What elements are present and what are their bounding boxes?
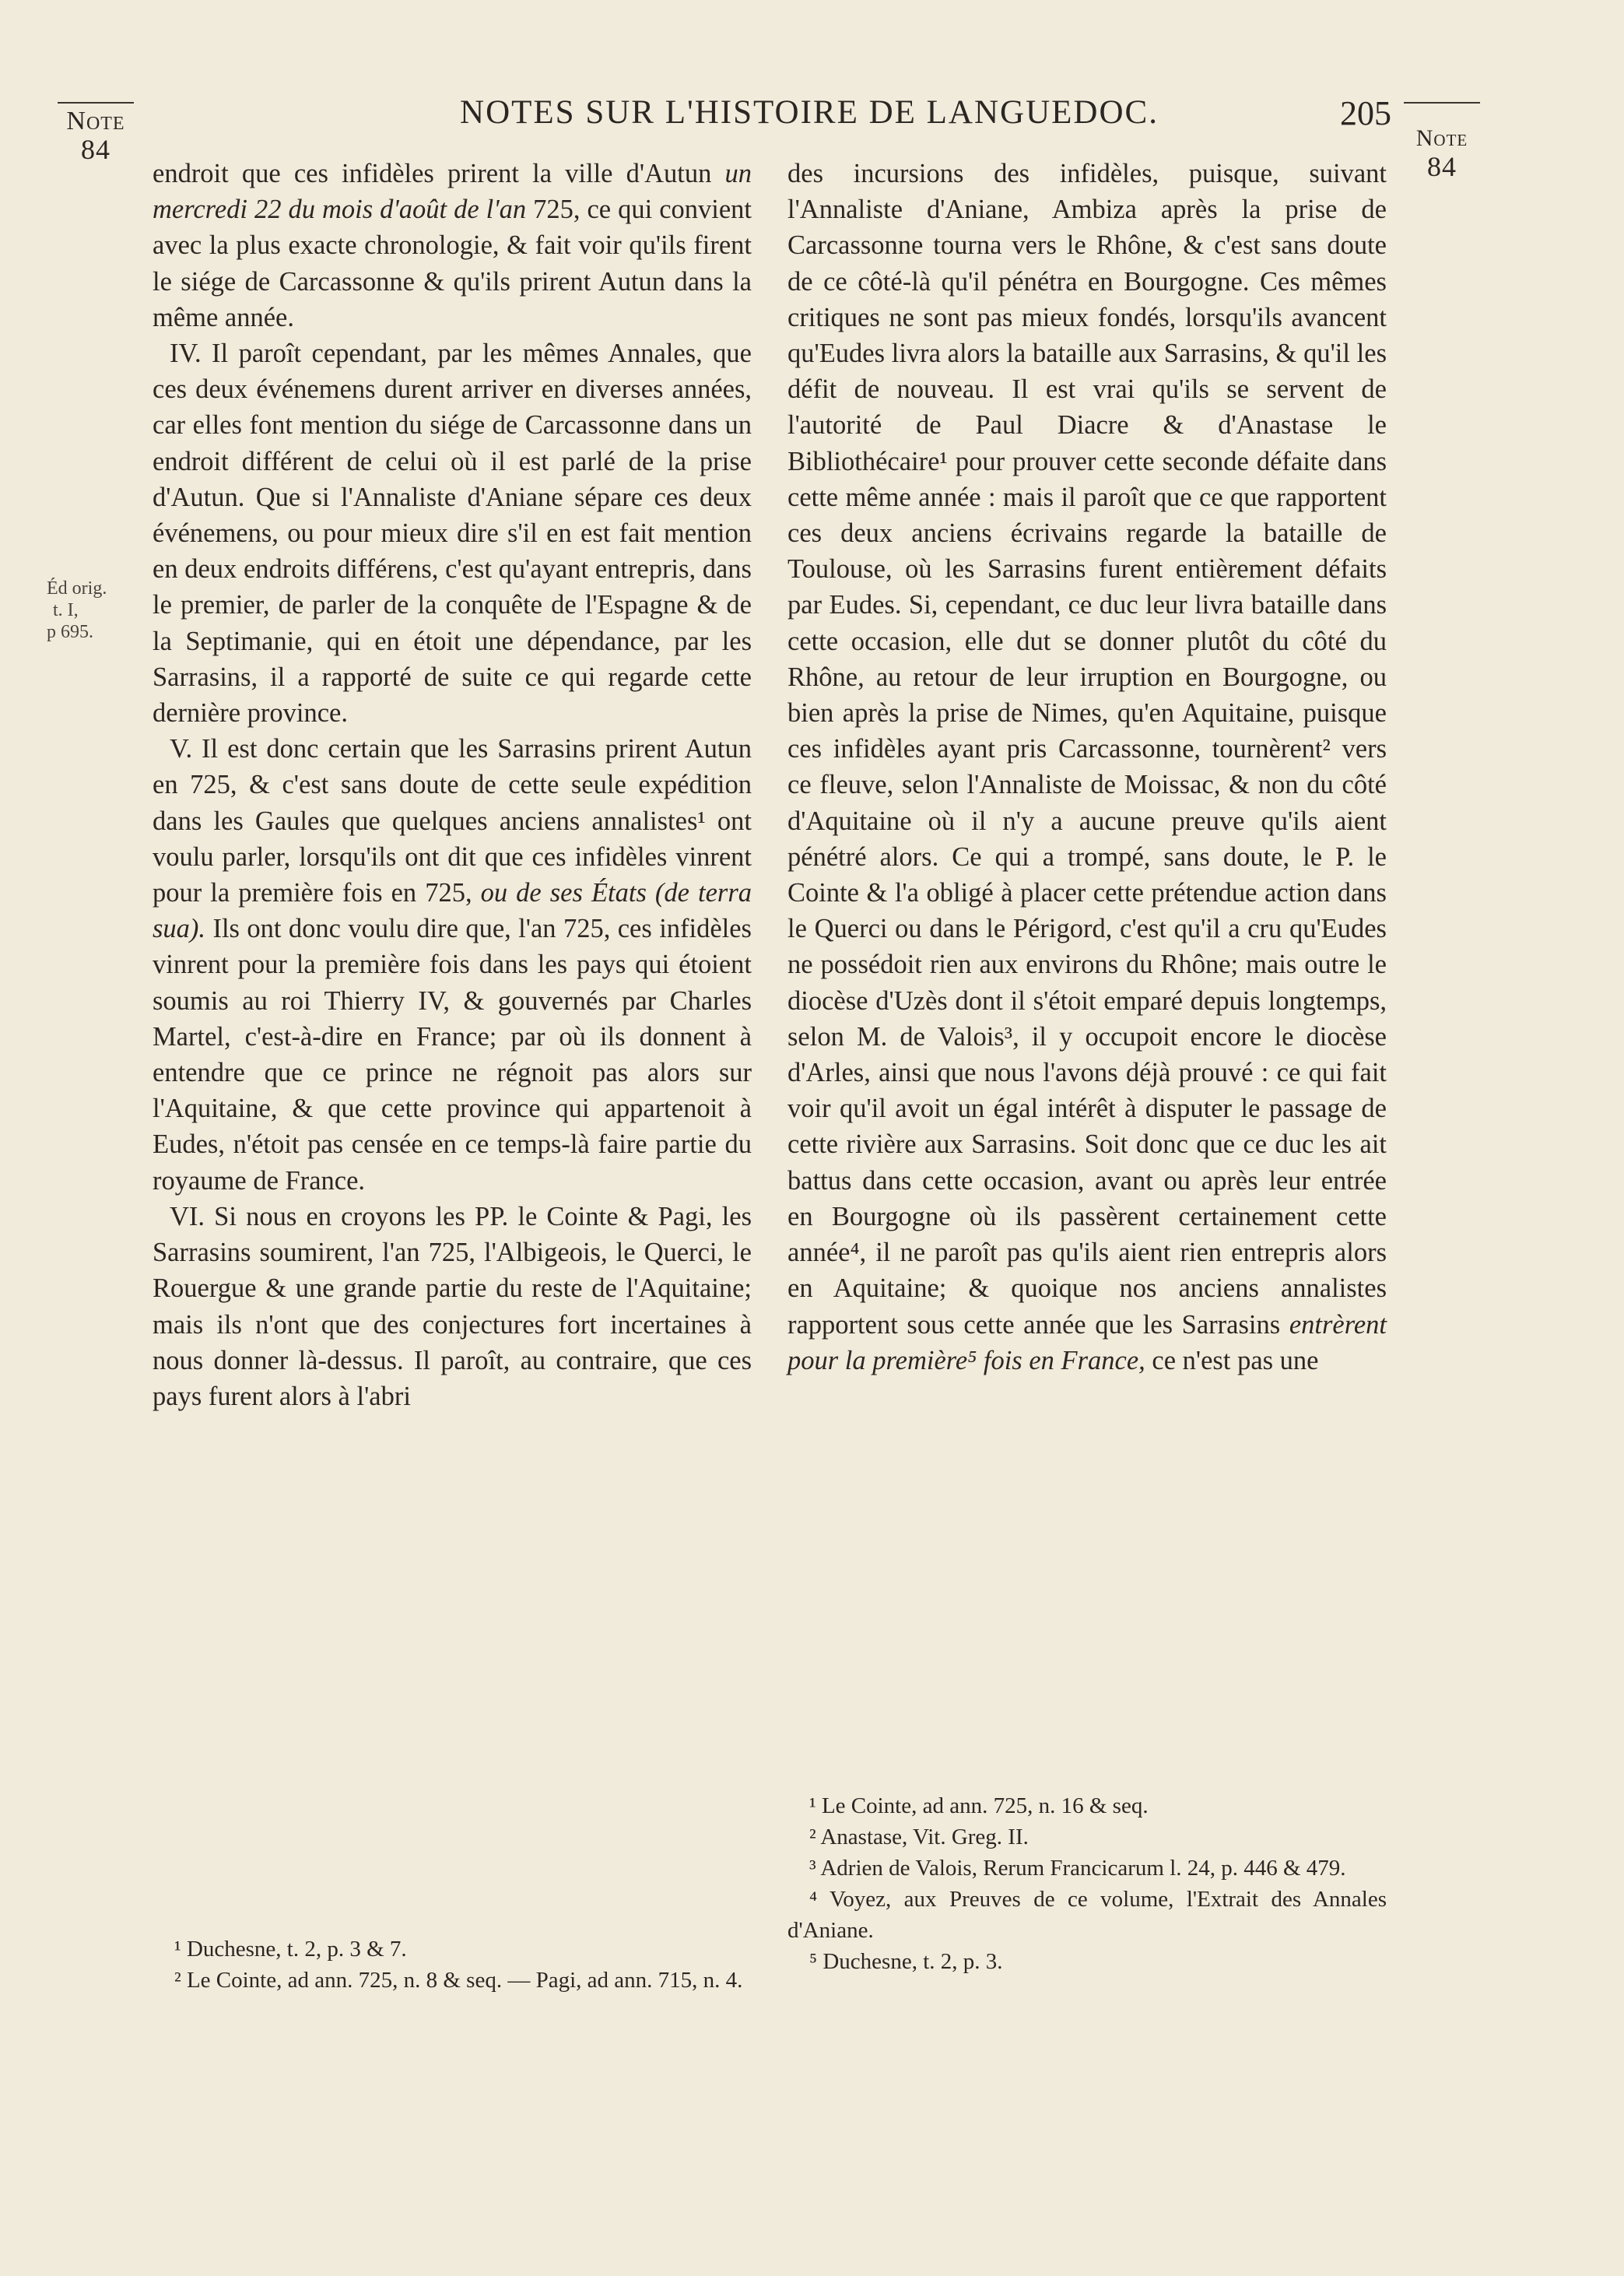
paragraph: V. Il est donc certain que les Sarrasins prirent Autun en 725, & c'est sans doute de cette seule expédition dans les Gaules que quelques anciens annalistes¹ ont voulu parler, lorsqu'ils ont dit que ces infidèles vinrent pour la première fois en 725, ou de ses États (de terra sua). Ils ont donc voulu dire que, l'an 725, ces infidèles vinrent pour la première fois dans les pays qui étoient soumis au roi Thierry IV, & gouvernés par Charles Martel, c'est-à-dire en France; par où ils donnent à entendre que ce prince ne régnoit pas alors sur l'Aquitaine, & que cette province qui appartenoit à Eudes, n'étoit pas censée en ce temps-là faire partie du royaume de France. [153,734,752,1196]
left-note-number: 84 [81,134,110,165]
footnotes-left [153,1934,752,1996]
footnote: ³ Adrien de Valois, Rerum Francicarum l. 24, p. 446 & 479. [809,1856,1346,1881]
right-note-number: 84 [1427,151,1457,182]
right-note-marker [1404,125,1480,181]
page-number: 205 [1340,94,1391,132]
footnote: ² Anastase, Vit. Greg. II. [809,1825,1029,1849]
left-note-marker [58,107,134,163]
orig-ref-line2: t. I, [53,600,79,620]
running-header: NOTES SUR L'HISTOIRE DE LANGUEDOC. [460,94,1159,131]
footnote: ² Le Cointe, ad ann. 725, n. 8 & seq. — Pagi, ad ann. 715, n. 4. [174,1968,743,1993]
footnotes-right [787,1790,1387,1977]
right-note-label: Note [1415,125,1468,151]
paragraph: endroit que ces infidèles prirent la ville d'Autun un mercredi 22 du mois d'août de l'an 725, ce qui convient avec la plus exacte chronologie, & fait voir qu'ils firent le siége de Carcassonne & qu'ils prirent Autun dans la même année. [153,159,752,332]
footnote: ¹ Le Cointe, ad ann. 725, n. 16 & seq. [809,1793,1149,1818]
left-text-column [153,156,752,1414]
paragraph: IV. Il paroît cependant, par les mêmes Annales, que ces deux événemens durent arriver en diverses années, car elles font mention du siége de Carcassonne dans un endroit différent de celui où il est parlé de la prise d'Autun. Que si l'Annaliste d'Aniane sépare ces deux événemens, ou pour mieux dire s'il en est fait mention en deux endroits différens, c'est qu'ayant entrepris, dans le premier, de parler de la conquête de l'Espagne & de la Septimanie, qui en étoit une dépendance, par les Sarrasins, il a rapporté de suite ce qui regarde cette dernière province. [153,339,752,729]
margin-rule-left [58,102,134,104]
margin-rule-right [1404,102,1480,104]
paragraph: des incursions des infidèles, puisque, suivant l'Annaliste d'Aniane, Ambiza après la prise de Carcassonne tourna vers le Rhône, & c'est sans doute de ce côté-là qu'il pénétra en Bourgogne. Ces mêmes critiques ne sont pas mieux fondés, lorsqu'ils avancent qu'Eudes livra alors la bataille aux Sarrasins, & qu'il les défit de nouveau. Il est vrai qu'ils se servent de l'autorité de Paul Diacre & d'Anastase le Bibliothécaire¹ pour prouver cette seconde défaite dans cette même année : mais il paroît que ce que rapportent ces deux anciens écrivains regarde la bataille de Toulouse, où les Sarrasins furent entièrement défaits par Eudes. Si, cependant, ce duc leur livra bataille dans cette occasion, elle dut se donner plutôt du côté du Rhône, au retour de leur irruption en Bourgogne, ou bien après la prise de Nimes, qu'en Aquitaine, puisque ces infidèles ayant pris Carcassonne, tournèrent² vers ce fleuve, selon l'Annaliste de Moissac, & non du côté d'Aquitaine où il n'y a aucune preuve qu'ils aient pénétré alors. Ce qui a trompé, sans doute, le P. le Cointe & l'a obligé à placer cette prétendue action dans le Querci ou dans le Périgord, c'est qu'il a cru qu'Eudes ne possédoit rien aux environs du Rhône; mais outre le diocèse d'Uzès dont il s'étoit emparé depuis longtemps, selon M. de Valois³, il y occupoit encore le diocèse d'Arles, ainsi que nous l'avons déjà prouvé : ce qui fait voir qu'il avoit un égal intérêt à disputer le passage de cette rivière aux Sarrasins. Soit donc que ce duc les ait battus dans cette occasion, avant ou après leur entrée en Bourgogne où ils passèrent certainement cette année⁴, il ne paroît pas qu'ils aient rien entrepris alors en Aquitaine; & quoique nos anciens annalistes rapportent sous cette année que les Sarrasins entrèrent pour la première⁵ fois en France, ce n'est pas une [787,159,1387,1375]
orig-ref-line3: p 695. [47,622,93,642]
left-note-label: Note [66,107,125,135]
footnote: ⁴ Voyez, aux Preuves de ce volume, l'Extrait des Annales d'Aniane. [787,1887,1387,1943]
footnote: ¹ Duchesne, t. 2, p. 3 & 7. [174,1937,407,1962]
orig-ref-line1: Éd orig. [47,578,107,599]
footnote: ⁵ Duchesne, t. 2, p. 3. [809,1949,1003,1974]
right-text-column [787,156,1387,1379]
paragraph: VI. Si nous en croyons les PP. le Cointe & Pagi, les Sarrasins soumirent, l'an 725, l'Albigeois, le Querci, le Rouergue & une grande partie du reste de l'Aquitaine; mais ils n'ont que des conjectures fort incertaines à nous donner là-dessus. Il paroît, au contraire, que ces pays furent alors à l'abri [153,1201,752,1411]
original-edition-reference [47,578,107,643]
